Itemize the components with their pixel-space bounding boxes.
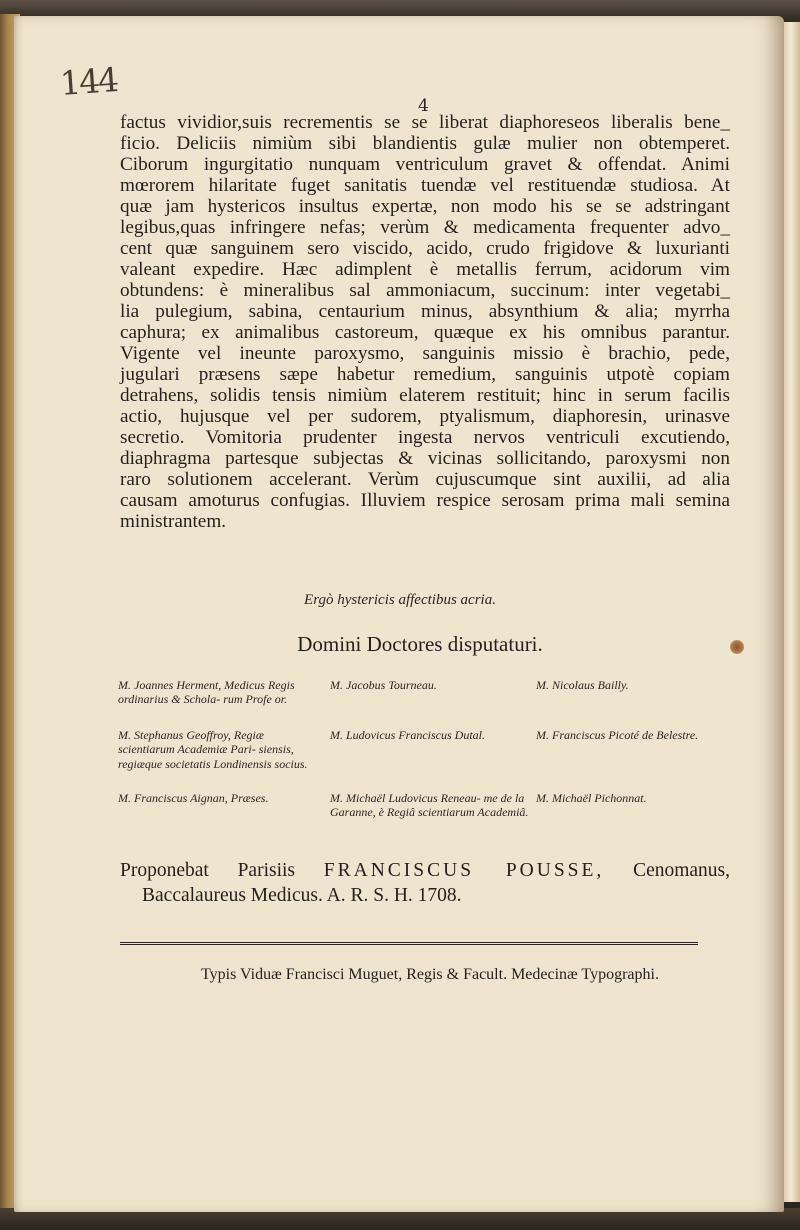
printer-imprint: Typis Viduæ Francisci Muguet, Regis & Facult. Medecinæ Typographi. (201, 966, 659, 983)
body-line: detrahens, solidis tensis nimiùm elaterem restituit; hinc in serum facilis (120, 385, 730, 406)
body-paragraph (120, 112, 730, 532)
doctor-entry: M. Michaël Ludovicus Reneau- me de la Garanne, è Regiâ scientiarum Academiâ. (330, 791, 529, 820)
conclusion: Ergò hystericis affectibus acria. (304, 592, 496, 608)
body-line: causam amoturus confugias. Illuviem respice serosam prima mali semina (120, 490, 730, 511)
body-line: Vigente vel ineunte paroxysmo, sanguinis missio è brachio, pede, (120, 343, 730, 364)
degree-line: Baccalaureus Medicus. A. R. S. H. 1708. (142, 885, 462, 906)
doctor-entry: M. Joannes Herment, Medicus Regis ordinarius & Schola- rum Profe or. (118, 678, 295, 707)
body-line: lia pulegium, sabina, centaurium minus, absynthium & alia; myrrha (120, 301, 730, 322)
page-fore-edge (782, 22, 800, 1202)
page-number: 144 (58, 60, 119, 103)
body-line: jugulari præsens sæpe habetur remedium, sanguinis utpotè copiam (120, 364, 730, 385)
doctors-heading: Domini Doctores disputaturi. (297, 632, 543, 656)
body-line: valeant expedire. Hæc adimplent è metallis ferrum, acidorum vim (120, 259, 730, 280)
proponebat-block (120, 858, 730, 908)
body-line: Ciborum ingurgitatio nunquam ventriculum gravet & offendat. Animi (120, 154, 730, 175)
author-origin: Cenomanus, (633, 860, 731, 881)
doctor-entry: M. Ludovicus Franciscus Dutal. (330, 728, 485, 742)
proponebat-line (120, 858, 730, 883)
body-line: ministrantem. (120, 511, 227, 532)
author-name: FRANCISCUS POUSSE, (323, 860, 605, 881)
body-line: mœrorem hilaritate fuget sanitatis tuendæ vel restituendæ studiosa. At (120, 175, 730, 196)
body-line: caphura; ex animalibus castoreum, quæque ex his omnibus parantur. (120, 322, 730, 343)
body-line: legibus,quas infringere nefas; verùm & medicamenta frequenter advo_ (120, 217, 730, 238)
doctor-entry: M. Franciscus Picoté de Belestre. (536, 728, 699, 742)
proponebat-text: Proponebat Parisiis (120, 860, 295, 881)
doctor-entry: M. Nicolaus Bailly. (536, 678, 629, 692)
body-line: factus vividior,suis recrementis se se liberat diaphoreseos liberalis bene_ (120, 112, 730, 133)
doctor-entry: M. Michaël Pichonnat. (536, 791, 647, 805)
doctor-entry: M. Franciscus Aignan, Præses. (118, 791, 269, 805)
body-line: actio, hujusque vel per sudorem, ptyalismum, diaphoresin, urinasve (120, 406, 730, 427)
body-line: secretio. Vomitoria prudenter ingesta nervos ventriculi excutiendo, (120, 427, 730, 448)
body-line: quæ jam hystericos insultus expertæ, non modo his se se adstringant (120, 196, 730, 217)
signature-mark: 4 (418, 96, 429, 116)
divider-rule (120, 942, 698, 945)
body-line: diaphragma partesque subjectas & vicinas sollicitando, paroxysmi non (120, 448, 730, 469)
doctor-entry: M. Stephanus Geoffroy, Regiæ scientiarum Academiæ Pari- siensis, regiæque societatis Londinensis socius. (118, 728, 308, 771)
body-line: cent quæ sanguinem sero viscido, acido, crudo frigidove & luxurianti (120, 238, 730, 259)
body-line: ficio. Deliciis nimiùm sibi blandientis gulæ mulier non obtemperet. (120, 133, 730, 154)
doctor-entry: M. Jacobus Tourneau. (330, 678, 437, 692)
body-line: obtundens: è mineralibus sal ammoniacum, succinum: inter vegetabi_ (120, 280, 730, 301)
body-line: raro solutionem accelerant. Verùm cujuscumque sint auxilii, ad alia (120, 469, 730, 490)
